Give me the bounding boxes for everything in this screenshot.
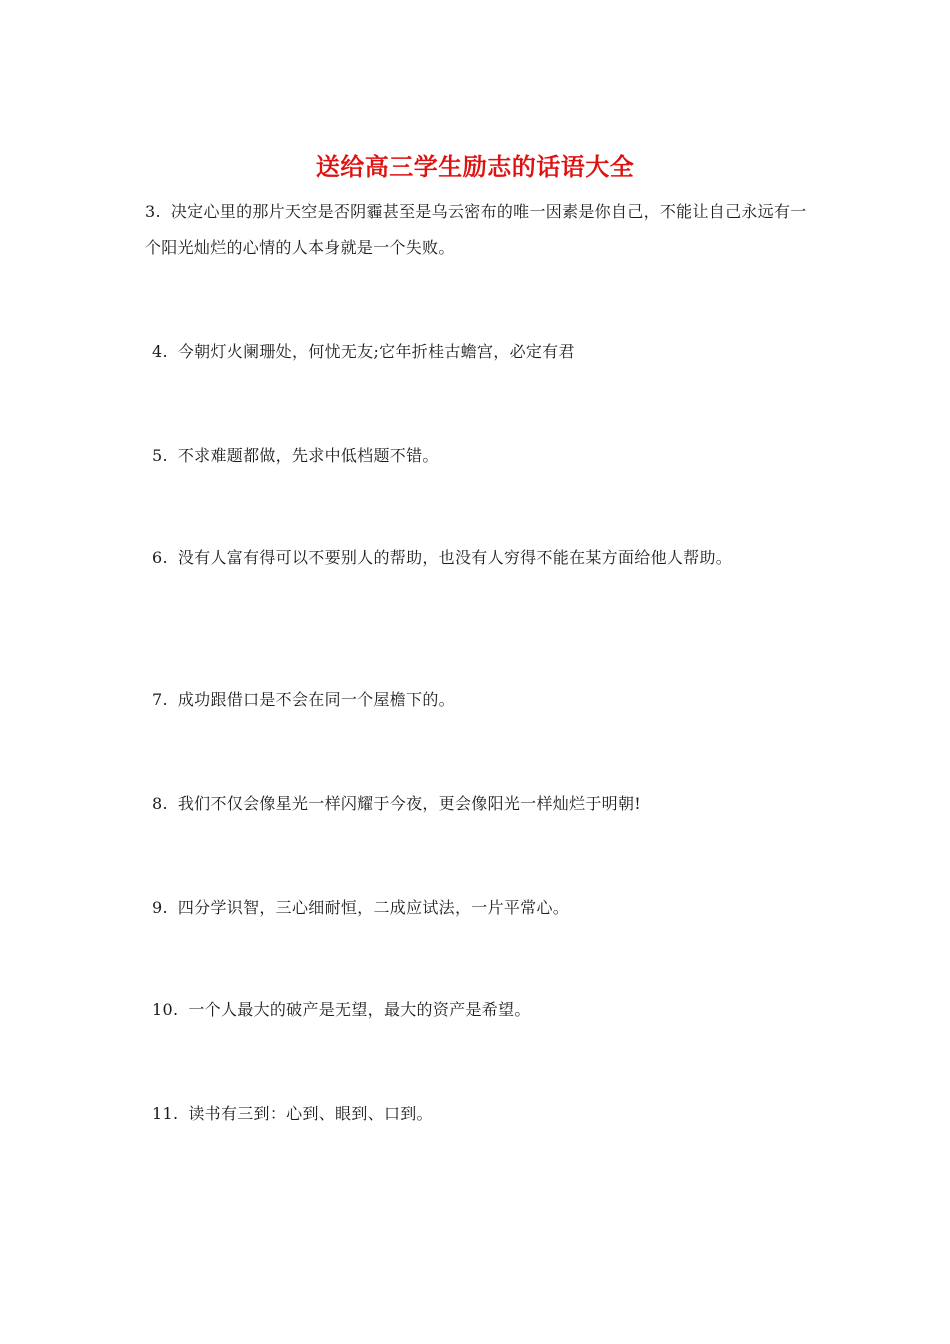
list-item bbox=[152, 1096, 817, 1132]
item-number: 10. bbox=[152, 1000, 179, 1019]
item-text: 今朝灯火阑珊处，何忧无友;它年折桂古蟾宫，必定有君 bbox=[177, 342, 575, 361]
item-text: 我们不仅会像星光一样闪耀于今夜，更会像阳光一样灿烂于明朝! bbox=[177, 794, 642, 813]
list-item bbox=[145, 194, 810, 266]
list-item bbox=[152, 682, 817, 718]
list-item bbox=[152, 334, 817, 370]
item-text: 不求难题都做，先求中低档题不错。 bbox=[177, 446, 439, 465]
item-number: 4. bbox=[152, 342, 168, 361]
item-number: 6. bbox=[152, 548, 168, 567]
page-title: 送给高三学生励志的话语大全 bbox=[315, 153, 635, 181]
item-number: 9. bbox=[152, 898, 168, 917]
item-text: 没有人富有得可以不要别人的帮助，也没有人穷得不能在某方面给他人帮助。 bbox=[177, 548, 733, 567]
list-item bbox=[152, 992, 817, 1028]
list-item bbox=[152, 786, 817, 822]
item-number: 11. bbox=[152, 1104, 179, 1123]
item-number: 8. bbox=[152, 794, 168, 813]
item-text: 读书有三到：心到、眼到、口到。 bbox=[188, 1104, 433, 1123]
list-item bbox=[152, 890, 817, 926]
item-text: 决定心里的那片天空是否阴霾甚至是乌云密布的唯一因素是你自己，不能让自己永远有一个阳光灿烂的心情的人本身就是一个失败。 bbox=[145, 202, 807, 257]
list-item bbox=[145, 540, 810, 576]
item-text: 四分学识智，三心细耐恒，二成应试法，一片平常心。 bbox=[177, 898, 570, 917]
item-number: 5. bbox=[152, 446, 168, 465]
item-text: 一个人最大的破产是无望，最大的资产是希望。 bbox=[188, 1000, 531, 1019]
item-text: 成功跟借口是不会在同一个屋檐下的。 bbox=[177, 690, 455, 709]
item-number: 7. bbox=[152, 690, 168, 709]
item-number: 3. bbox=[145, 202, 161, 221]
list-item bbox=[152, 438, 817, 474]
